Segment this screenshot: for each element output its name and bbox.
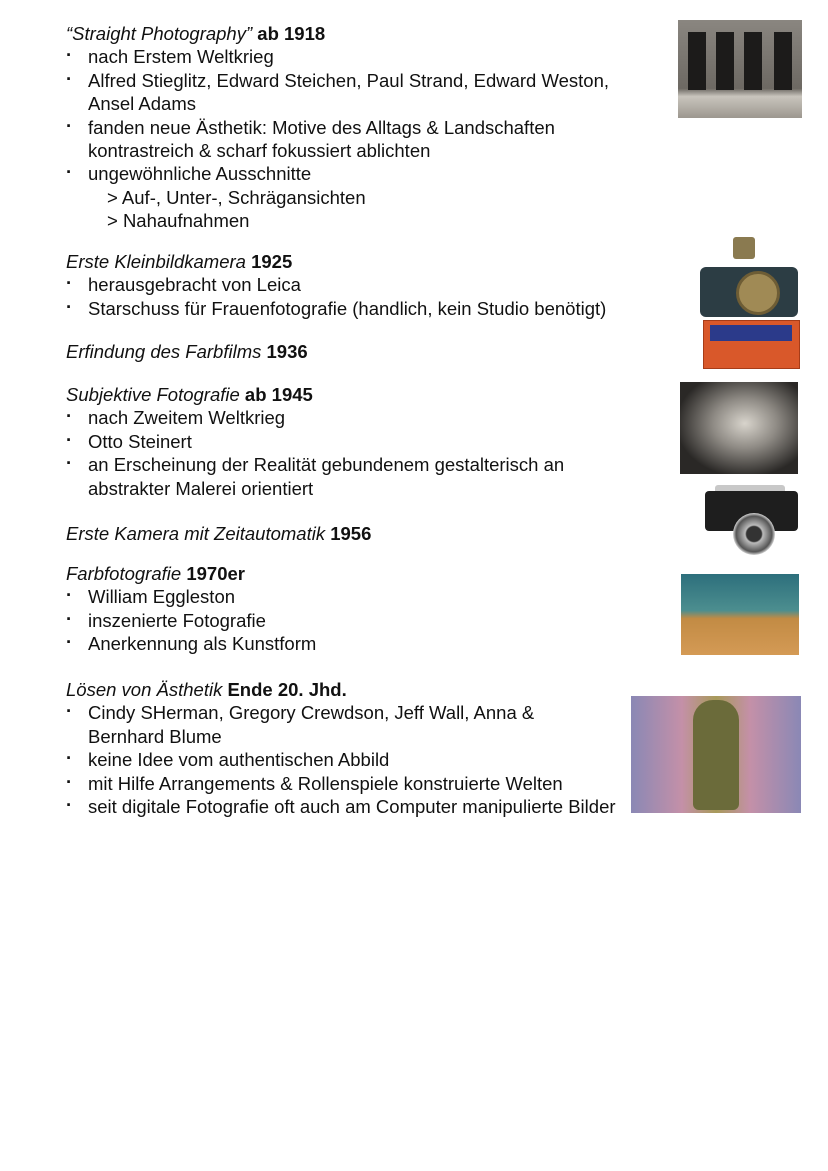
section-subjektive-fotografie <box>66 383 626 500</box>
title-bold: Ende 20. Jhd. <box>222 679 347 700</box>
title-italic: Erste Kamera mit Zeitautomatik <box>66 523 326 544</box>
leica-camera-image <box>700 237 798 320</box>
title-bold: 1956 <box>325 523 372 544</box>
list-item: · mit Hilfe Arrangements & Rollenspiele konstruierte Welten <box>66 772 626 795</box>
bullet-list <box>66 45 656 185</box>
folding-camera-image <box>705 485 798 562</box>
section-kleinbildkamera <box>66 250 666 320</box>
list-item: · fanden neue Ästhetik: Motive des Alltags & Landschaften kontrastreich & scharf fokussiert ablichten <box>66 116 598 163</box>
section-title <box>66 250 666 273</box>
list-item: · Otto Steinert <box>66 430 626 453</box>
section-farbfotografie <box>66 562 316 656</box>
bullet-list <box>66 585 316 655</box>
list-item: · ungewöhnliche Ausschnitte <box>66 162 656 185</box>
title-italic: Erste Kleinbildkamera <box>66 251 246 272</box>
section-title <box>66 562 316 585</box>
section-farbfilm <box>66 340 308 363</box>
subjective-portrait-photo <box>680 382 798 474</box>
section-title <box>66 678 626 701</box>
bullet-list <box>66 406 626 500</box>
bullet-list <box>66 273 666 320</box>
title-italic: “Straight Photography” <box>66 23 253 44</box>
section-title <box>66 340 308 363</box>
agfa-film-box-image <box>703 320 800 369</box>
title-italic: Farbfotografie <box>66 563 182 584</box>
section-title <box>66 383 626 406</box>
title-bold: 1970er <box>181 563 245 584</box>
title-bold: ab 1945 <box>239 384 313 405</box>
bullet-list <box>66 701 626 818</box>
title-italic: Subjektive Fotografie <box>66 384 240 405</box>
list-item: · seit digitale Fotografie oft auch am Computer manipulierte Bilder <box>66 795 626 818</box>
wall-street-photo <box>678 20 802 118</box>
cindy-sherman-photo <box>631 696 801 813</box>
sub-item: > Auf-, Unter-, Schrägansichten <box>107 186 366 208</box>
list-item: · Alfred Stieglitz, Edward Steichen, Paul Strand, Edward Weston, Ansel Adams <box>66 69 656 116</box>
title-bold: 1925 <box>245 251 293 272</box>
list-item: · inszenierte Fotografie <box>66 609 316 632</box>
list-item: · herausgebracht von Leica <box>66 273 666 296</box>
title-bold: 1936 <box>261 341 308 362</box>
section-straight-photography <box>66 22 656 233</box>
list-item: · Starschuss für Frauenfotografie (handlich, kein Studio benötigt) <box>66 297 666 320</box>
list-item: · Anerkennung als Kunstform <box>66 632 316 655</box>
list-item: · William Eggleston <box>66 585 316 608</box>
sub-item: > Nahaufnahmen <box>107 210 250 232</box>
title-italic: Lösen von Ästhetik <box>66 679 223 700</box>
list-item: · an Erscheinung der Realität gebundenem gestalterisch an abstrakter Malerei orientiert <box>66 453 626 500</box>
section-title <box>66 22 656 45</box>
title-italic: Erfindung des Farbfilms <box>66 341 262 362</box>
list-item: · keine Idee vom authentischen Abbild <box>66 748 626 771</box>
list-item: · nach Zweitem Weltkrieg <box>66 406 626 429</box>
section-title <box>66 522 371 545</box>
list-item: · Cindy SHerman, Gregory Crewdson, Jeff Wall, Anna & Bernhard Blume <box>66 701 588 748</box>
eggleston-color-photo <box>681 574 799 655</box>
title-bold: ab 1918 <box>252 23 326 44</box>
section-zeitautomatik <box>66 522 371 545</box>
list-item: · nach Erstem Weltkrieg <box>66 45 656 68</box>
section-loesen-von-aesthetik <box>66 678 626 818</box>
